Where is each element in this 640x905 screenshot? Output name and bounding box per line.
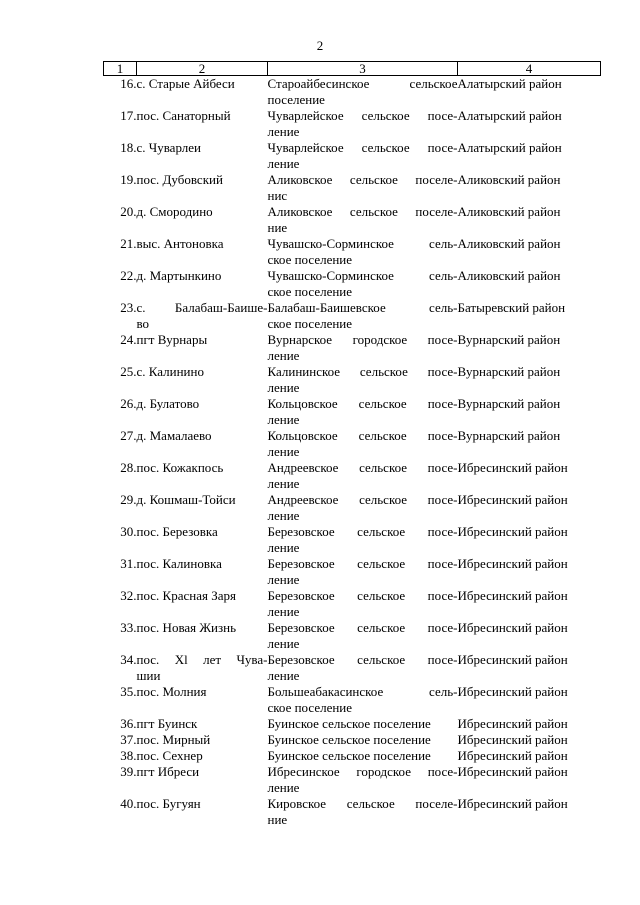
settlement-name	[268, 268, 458, 300]
district-name: Вурнарский район	[457, 364, 561, 379]
locality-name	[137, 108, 268, 140]
locality-name-line: с. Балабаш-Баише-	[136, 300, 268, 315]
district-name: Аликовский район	[457, 204, 561, 219]
header-col-3: 3	[268, 62, 458, 76]
locality-name-line: д. Смородино	[136, 204, 213, 219]
settlement-name-line: ление	[267, 636, 300, 651]
district-name: Ибресинский район	[457, 652, 568, 667]
district-name: Вурнарский район	[457, 396, 561, 411]
settlement-name	[268, 332, 458, 364]
locality-name	[137, 732, 268, 748]
settlement-name-line: Калининское сельское посе-	[267, 364, 458, 379]
settlement-name-line: Березовское сельское посе-	[267, 524, 458, 539]
settlement-name-line: ление	[267, 540, 300, 555]
locality-name	[137, 268, 268, 300]
settlement-name-line: Вурнарское городское посе-	[267, 332, 458, 347]
settlement-name-line: Андреевское сельское посе-	[267, 460, 458, 475]
table-row	[104, 204, 601, 236]
settlement-name-line: Чуварлейское сельское посе-	[267, 108, 458, 123]
settlement-name-line: Староайбесинское сельское	[267, 76, 458, 91]
district-name: Вурнарский район	[457, 428, 561, 443]
locality-name-line: пгт Буинск	[136, 716, 198, 731]
locality-name-line: пгт Ибреси	[136, 764, 200, 779]
table-row	[104, 236, 601, 268]
settlement-name-line: Аликовское сельское поселе-	[267, 172, 458, 187]
settlement-name-line: Березовское сельское посе-	[267, 620, 458, 635]
table-row	[104, 732, 601, 748]
settlement-name-line: ское поселение	[267, 316, 353, 331]
locality-name-line: шии	[136, 668, 161, 683]
settlement-name-line: ление	[267, 476, 300, 491]
locality-name	[137, 492, 268, 524]
row-number: 26.	[120, 396, 137, 411]
locality-name	[137, 332, 268, 364]
district-name: Ибресинский район	[457, 748, 568, 763]
settlement-name	[268, 588, 458, 620]
settlement-name	[268, 716, 458, 732]
settlement-name	[268, 428, 458, 460]
locality-name-line: д. Мартынкино	[136, 268, 222, 283]
table-row	[104, 300, 601, 332]
row-number: 35.	[120, 684, 137, 699]
locality-name-line: с. Старые Айбеси	[136, 76, 235, 91]
locality-name-line: выс. Антоновка	[136, 236, 224, 251]
settlement-name-line: Большеабакасинское сель-	[267, 684, 458, 699]
settlement-name-line: ление	[267, 780, 300, 795]
settlement-name-line: Чувашско-Сорминское сель-	[267, 268, 458, 283]
locality-name-line: пгт Вурнары	[136, 332, 208, 347]
settlement-name-line: Кольцовское сельское посе-	[267, 428, 458, 443]
page-number: 2	[316, 38, 324, 53]
district-name: Алатырский район	[457, 140, 562, 155]
settlement-name	[268, 764, 458, 796]
locality-name	[137, 396, 268, 428]
table-row	[104, 492, 601, 524]
locality-name	[137, 172, 268, 204]
locality-name	[137, 236, 268, 268]
settlement-name	[268, 172, 458, 204]
locality-name	[137, 716, 268, 732]
locality-name	[137, 620, 268, 652]
locality-name-line: пос. Кожакпось	[136, 460, 224, 475]
row-number: 29.	[120, 492, 137, 507]
district-name: Ибресинский район	[457, 620, 568, 635]
district-name: Ибресинский район	[457, 524, 568, 539]
table-row	[104, 76, 601, 109]
locality-name-line: пос. Xl лет Чува-	[136, 652, 268, 667]
locality-name	[137, 588, 268, 620]
locality-name-line: пос. Мирный	[136, 732, 211, 747]
district-name: Алатырский район	[457, 76, 562, 91]
locality-name-line: с. Чуварлеи	[136, 140, 201, 155]
settlement-name-line: ское поселение	[267, 700, 353, 715]
district-name: Аликовский район	[457, 268, 561, 283]
settlement-name	[268, 732, 458, 748]
table-body	[104, 76, 601, 829]
row-number: 17.	[120, 108, 137, 123]
locality-name	[137, 764, 268, 796]
table-row	[104, 140, 601, 172]
locality-name-line: с. Калинино	[136, 364, 204, 379]
settlement-name-line: Чуварлейское сельское посе-	[267, 140, 458, 155]
row-number: 28.	[120, 460, 137, 475]
locality-name	[137, 364, 268, 396]
settlement-name-line: ние	[267, 812, 288, 827]
locality-name-line: пос. Новая Жизнь	[136, 620, 237, 635]
locality-name-line: пос. Молния	[136, 684, 207, 699]
locality-name	[137, 428, 268, 460]
table-row	[104, 268, 601, 300]
settlement-name-line: Буинское сельское поселение	[267, 748, 431, 763]
table-row	[104, 108, 601, 140]
settlement-name	[268, 460, 458, 492]
settlement-name-line: Березовское сельское посе-	[267, 652, 458, 667]
table-row	[104, 172, 601, 204]
table-row	[104, 620, 601, 652]
district-name: Ибресинский район	[457, 796, 568, 811]
settlement-name-line: Аликовское сельское поселе-	[267, 204, 458, 219]
locality-name	[137, 460, 268, 492]
row-number: 37.	[120, 732, 137, 747]
locality-name	[137, 140, 268, 172]
district-name: Ибресинский район	[457, 684, 568, 699]
locality-name-line: пос. Калиновка	[136, 556, 222, 571]
settlement-name-line: ление	[267, 380, 300, 395]
table-row	[104, 332, 601, 364]
locality-name-line: пос. Березовка	[136, 524, 218, 539]
settlement-name-line: Чувашско-Сорминское сель-	[267, 236, 458, 251]
table-row	[104, 428, 601, 460]
locality-name-line: во	[136, 316, 150, 331]
settlement-name	[268, 396, 458, 428]
row-number: 19.	[120, 172, 137, 187]
settlement-name-line: поселение	[267, 92, 325, 107]
header-col-2: 2	[137, 62, 268, 76]
row-number: 31.	[120, 556, 137, 571]
district-name: Аликовский район	[457, 172, 561, 187]
row-number: 24.	[120, 332, 137, 347]
table-row	[104, 684, 601, 716]
district-name: Ибресинский район	[457, 732, 568, 747]
table-header-row	[104, 62, 601, 76]
settlement-name-line: ление	[267, 444, 300, 459]
table-row	[104, 796, 601, 828]
row-number: 34.	[120, 652, 137, 667]
row-number: 32.	[120, 588, 137, 603]
locality-name-line: пос. Бугуян	[136, 796, 201, 811]
row-number: 16.	[120, 76, 137, 91]
district-name: Алатырский район	[457, 108, 562, 123]
settlement-name-line: ление	[267, 668, 300, 683]
locality-name-line: пос. Дубовский	[136, 172, 223, 187]
settlement-name	[268, 76, 458, 109]
table-row	[104, 716, 601, 732]
table-row	[104, 764, 601, 796]
header-col-1: 1	[104, 62, 137, 76]
locality-name	[137, 300, 268, 332]
locality-name-line: пос. Красная Заря	[136, 588, 236, 603]
district-name: Ибресинский район	[457, 460, 568, 475]
row-number: 18.	[120, 140, 137, 155]
table-row	[104, 364, 601, 396]
locality-name	[137, 76, 268, 109]
settlement-name-line: нис	[267, 188, 288, 203]
settlement-name-line: Березовское сельское посе-	[267, 588, 458, 603]
settlement-name	[268, 684, 458, 716]
settlement-name-line: Кольцовское сельское посе-	[267, 396, 458, 411]
table-row	[104, 460, 601, 492]
table-row	[104, 652, 601, 684]
settlement-name-line: ление	[267, 156, 300, 171]
settlement-name	[268, 140, 458, 172]
row-number: 30.	[120, 524, 137, 539]
settlement-name-line: Буинское сельское поселение	[267, 716, 431, 731]
district-name: Ибресинский район	[457, 716, 568, 731]
row-number: 38.	[120, 748, 137, 763]
settlement-name-line: Кировское сельское поселе-	[267, 796, 458, 811]
row-number: 20.	[120, 204, 137, 219]
settlement-name	[268, 204, 458, 236]
table-row	[104, 396, 601, 428]
settlements-table	[103, 61, 601, 828]
locality-name	[137, 796, 268, 828]
settlement-name-line: Березовское сельское посе-	[267, 556, 458, 571]
settlement-name-line: Ибресинское городское посе-	[267, 764, 458, 779]
settlement-name	[268, 556, 458, 588]
row-number: 25.	[120, 364, 137, 379]
locality-name-line: пос. Санаторный	[136, 108, 231, 123]
row-number: 36.	[120, 716, 137, 731]
settlement-name	[268, 620, 458, 652]
table-row	[104, 556, 601, 588]
row-number: 27.	[120, 428, 137, 443]
settlement-name-line: ние	[267, 220, 288, 235]
locality-name	[137, 204, 268, 236]
row-number: 21.	[120, 236, 137, 251]
settlement-name-line: ское поселение	[267, 252, 353, 267]
locality-name	[137, 748, 268, 764]
settlement-name-line: Буинское сельское поселение	[267, 732, 431, 747]
district-name: Батыревский район	[457, 300, 566, 315]
settlement-name	[268, 300, 458, 332]
row-number: 22.	[120, 268, 137, 283]
district-name: Аликовский район	[457, 236, 561, 251]
locality-name-line: д. Кошмаш-Тойси	[136, 492, 236, 507]
row-number: 23.	[120, 300, 137, 315]
table-row	[104, 748, 601, 764]
row-number: 40.	[120, 796, 137, 811]
settlement-name	[268, 796, 458, 828]
settlement-name-line: Балабаш-Баишевское сель-	[267, 300, 458, 315]
settlement-name	[268, 364, 458, 396]
settlement-name	[268, 236, 458, 268]
settlement-name-line: ление	[267, 124, 300, 139]
locality-name-line: д. Булатово	[136, 396, 200, 411]
row-number: 33.	[120, 620, 137, 635]
locality-name-line: д. Мамалаево	[136, 428, 212, 443]
table-row	[104, 588, 601, 620]
settlement-name-line: ское поселение	[267, 284, 353, 299]
locality-name-line: пос. Сехнер	[136, 748, 203, 763]
settlement-name-line: Андреевское сельское посе-	[267, 492, 458, 507]
table-row	[104, 524, 601, 556]
settlement-name-line: ление	[267, 604, 300, 619]
settlement-name	[268, 108, 458, 140]
settlement-name-line: ление	[267, 572, 300, 587]
locality-name	[137, 684, 268, 716]
locality-name	[137, 556, 268, 588]
district-name: Ибресинский район	[457, 588, 568, 603]
header-col-4: 4	[458, 62, 601, 76]
district-name: Ибресинский район	[457, 764, 568, 779]
settlement-name	[268, 492, 458, 524]
district-name: Вурнарский район	[457, 332, 561, 347]
settlement-name-line: ление	[267, 412, 300, 427]
settlement-name	[268, 748, 458, 764]
district-name: Ибресинский район	[457, 492, 568, 507]
settlement-name-line: ление	[267, 348, 300, 363]
settlement-name	[268, 652, 458, 684]
locality-name	[137, 652, 268, 684]
district-name: Ибресинский район	[457, 556, 568, 571]
settlement-name-line: ление	[267, 508, 300, 523]
row-number: 39.	[120, 764, 137, 779]
settlement-name	[268, 524, 458, 556]
locality-name	[137, 524, 268, 556]
